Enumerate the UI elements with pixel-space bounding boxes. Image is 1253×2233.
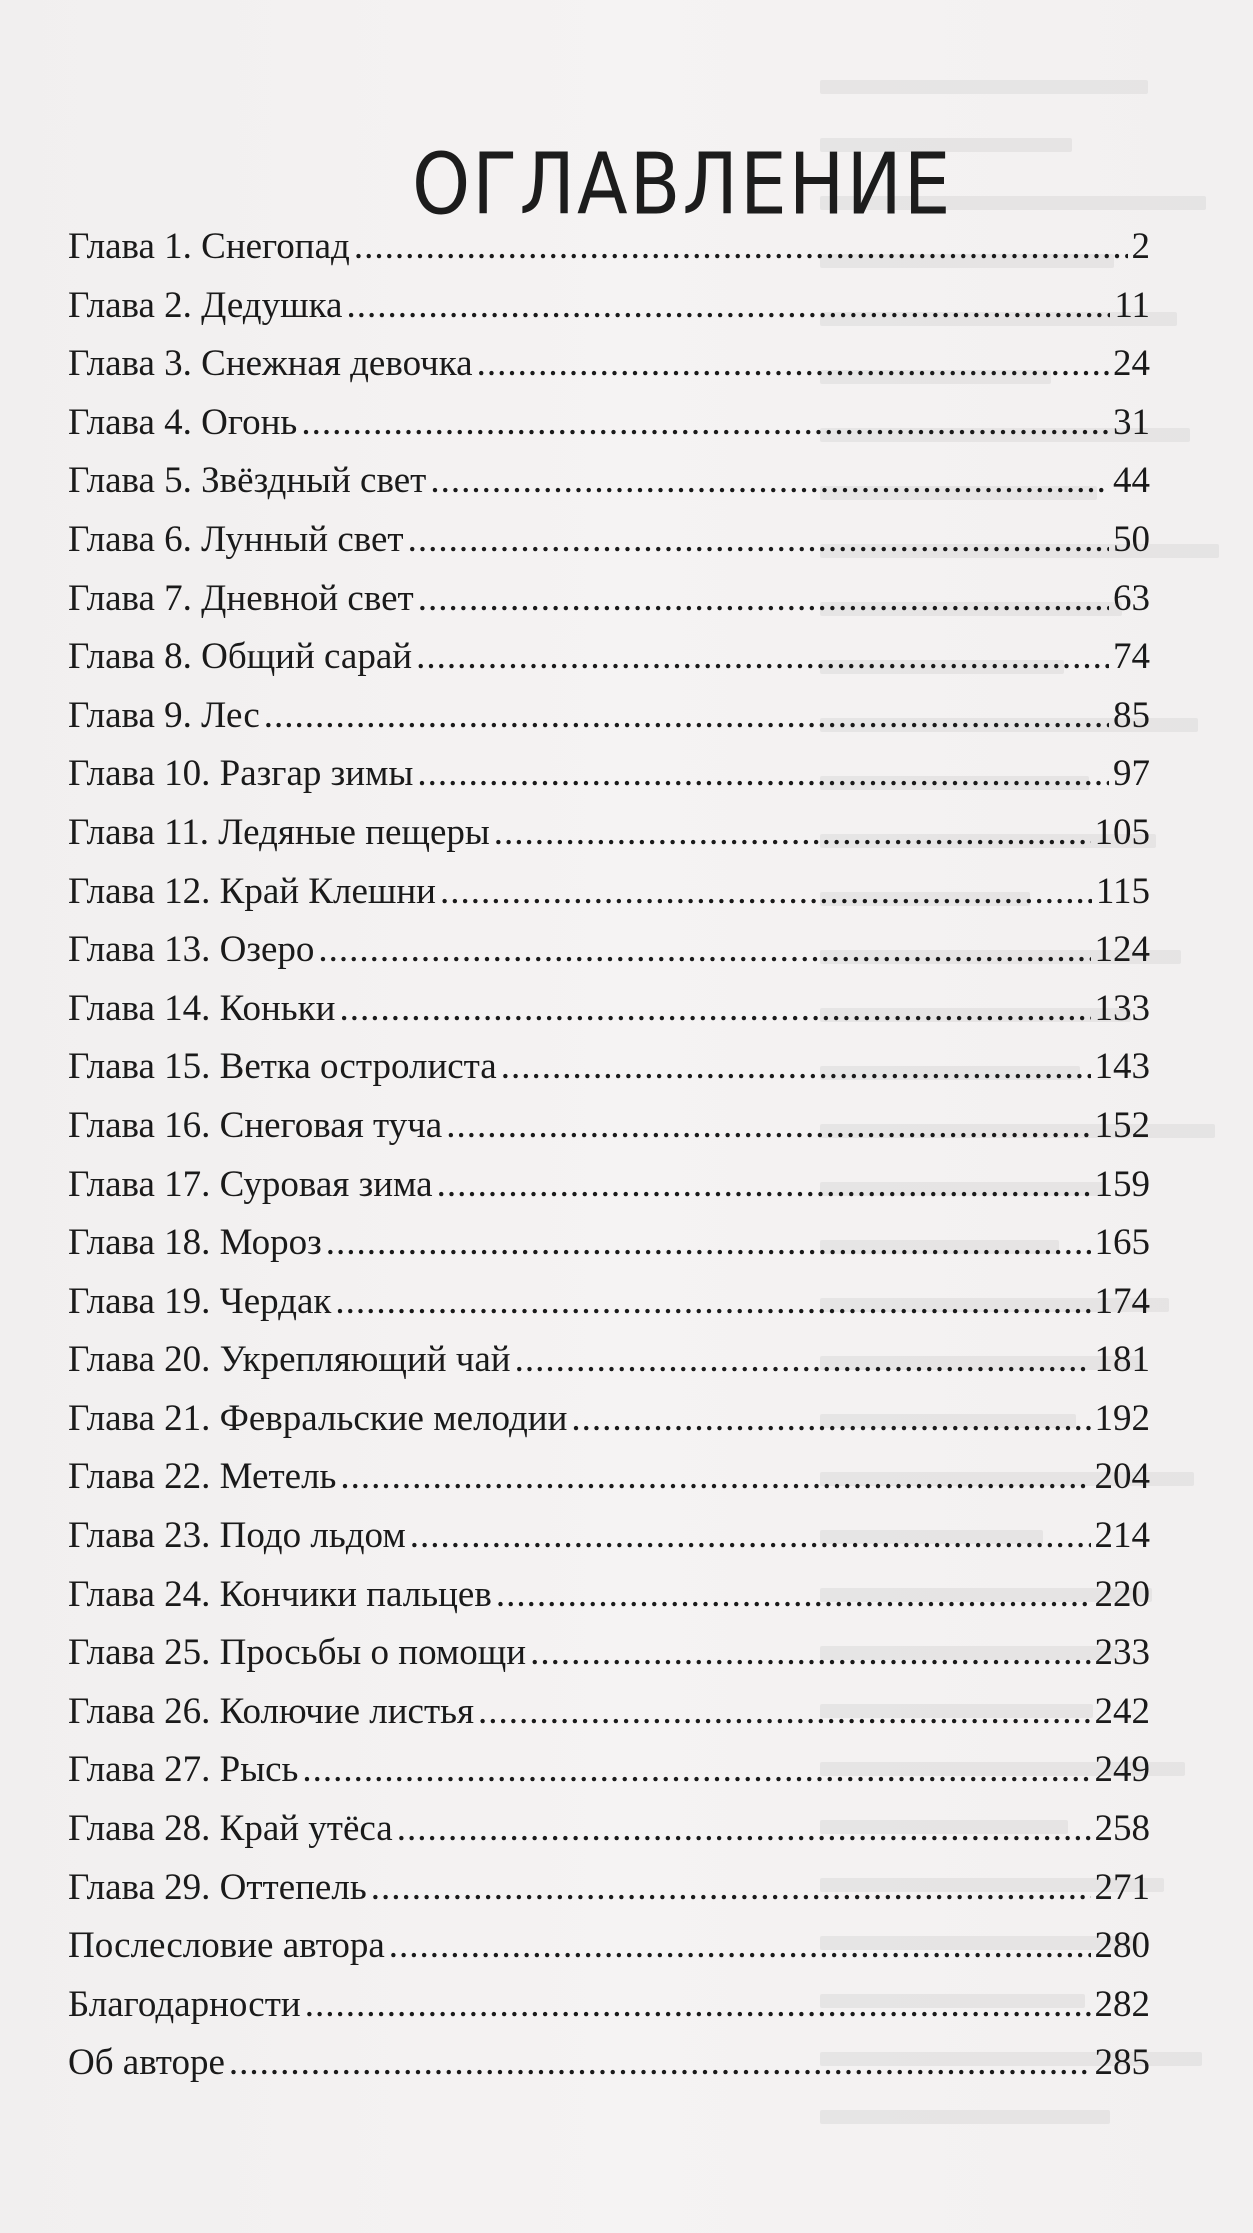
toc-entry-page-number: 233 [1094,1632,1150,1674]
toc-entry-label: Глава 24. Кончики пальцев [68,1573,492,1615]
dot-leader [446,1097,1090,1156]
dot-leader [417,745,1109,804]
toc-entry-label: Глава 4. Огонь [68,401,298,443]
toc-entry[interactable] [68,277,1150,336]
toc-entry-label: Глава 12. Край Клешни [68,870,436,912]
toc-entry-label: Глава 6. Лунный свет [68,518,404,560]
toc-entry-page-number: 159 [1094,1163,1150,1205]
toc-entry[interactable] [68,1741,1150,1800]
toc-entry[interactable] [68,1917,1150,1976]
dot-leader [416,628,1109,687]
toc-entry[interactable] [68,1507,1150,1566]
toc-entry-label: Глава 5. Звёздный свет [68,460,427,502]
toc-entry-page-number: 152 [1094,1104,1150,1146]
toc-entry-page-number: 63 [1113,577,1150,619]
toc-entry[interactable] [68,218,1150,277]
toc-entry[interactable] [68,1214,1150,1273]
toc-entry-label: Глава 25. Просьбы о помощи [68,1632,527,1674]
toc-entry-label: Глава 8. Общий сарай [68,636,413,678]
toc-entry-page-number: 105 [1094,811,1150,853]
toc-entry-page-number: 282 [1094,1983,1150,2025]
dot-leader [340,1448,1090,1507]
dot-leader [430,452,1109,511]
toc-entry-page-number: 214 [1094,1515,1150,1557]
toc-entry-label: Глава 29. Оттепель [68,1866,367,1908]
toc-entry-page-number: 97 [1113,753,1150,795]
toc-entry-label: Глава 15. Ветка остролиста [68,1046,497,1088]
toc-entry-page-number: 242 [1094,1690,1150,1732]
toc-entry-page-number: 285 [1094,2042,1150,2084]
page-title: ОГЛАВЛЕНИЕ [412,134,953,234]
toc-entry[interactable] [68,804,1150,863]
toc-entry[interactable] [68,335,1150,394]
toc-entry[interactable] [68,863,1150,922]
toc-entry-label: Глава 9. Лес [68,694,260,736]
toc-entry-label: Глава 28. Край утёса [68,1808,393,1850]
toc-entry-label: Глава 20. Укрепляющий чай [68,1339,511,1381]
toc-entry-label: Глава 7. Дневной свет [68,577,414,619]
toc-entry[interactable] [68,980,1150,1039]
toc-entry-page-number: 220 [1094,1573,1150,1615]
dot-leader [354,218,1128,277]
toc-entry-page-number: 50 [1113,518,1150,560]
toc-entry[interactable] [68,1156,1150,1215]
dot-leader [339,980,1090,1039]
dot-leader [408,511,1109,570]
toc-entry[interactable] [68,687,1150,746]
toc-entry-label: Глава 23. Подо льдом [68,1515,406,1557]
toc-entry[interactable] [68,1390,1150,1449]
toc-entry[interactable] [68,1566,1150,1625]
toc-entry-label: Глава 3. Снежная девочка [68,343,473,385]
dot-leader [264,687,1109,746]
dot-leader [346,277,1110,336]
toc-entry[interactable] [68,1273,1150,1332]
toc-entry-label: Послесловие автора [68,1925,385,1967]
toc-entry-page-number: 74 [1113,636,1150,678]
toc-entry-label: Глава 11. Ледяные пещеры [68,811,490,853]
dot-leader [318,921,1090,980]
toc-entry-page-number: 181 [1094,1339,1150,1381]
dot-leader [501,1038,1091,1097]
toc-entry-label: Глава 16. Снеговая туча [68,1104,443,1146]
toc-entry-page-number: 124 [1094,929,1150,971]
toc-entry[interactable] [68,1976,1150,2035]
dot-leader [229,2034,1091,2093]
dot-leader [496,1566,1091,1625]
dot-leader [302,1741,1090,1800]
toc-entry-page-number: 11 [1114,284,1150,326]
toc-entry[interactable] [68,452,1150,511]
toc-entry-label: Глава 13. Озеро [68,929,315,971]
toc-entry-label: Глава 14. Коньки [68,987,336,1029]
show-through-line [820,2110,1110,2124]
toc-entry-page-number: 280 [1094,1925,1150,1967]
dot-leader [515,1331,1091,1390]
toc-entry-label: Глава 17. Суровая зима [68,1163,433,1205]
dot-leader [305,1976,1091,2035]
toc-entry-label: Глава 27. Рысь [68,1749,299,1791]
toc-entry[interactable] [68,394,1150,453]
toc-entry-page-number: 249 [1094,1749,1150,1791]
dot-leader [410,1507,1091,1566]
toc-entry-page-number: 204 [1094,1456,1150,1498]
dot-leader [326,1214,1091,1273]
dot-leader [530,1624,1090,1683]
toc-entry[interactable] [68,2034,1150,2093]
toc-entry-label: Глава 19. Чердак [68,1280,332,1322]
toc-entry-page-number: 143 [1094,1046,1150,1088]
dot-leader [397,1800,1091,1859]
show-through-line [820,80,1148,94]
toc-entry-label: Глава 22. Метель [68,1456,337,1498]
toc-entry[interactable] [68,511,1150,570]
table-of-contents [68,218,1150,2093]
toc-entry-page-number: 174 [1094,1280,1150,1322]
toc-entry[interactable] [68,745,1150,804]
toc-entry-label: Глава 18. Мороз [68,1222,322,1264]
toc-entry-page-number: 271 [1094,1866,1150,1908]
dot-leader [437,1156,1091,1215]
dot-leader [477,335,1109,394]
toc-entry[interactable] [68,628,1150,687]
dot-leader [418,570,1109,629]
toc-entry-page-number: 115 [1095,870,1150,912]
toc-entry-label: Об авторе [68,2042,225,2084]
toc-entry-page-number: 258 [1094,1808,1150,1850]
toc-entry-label: Глава 26. Колючие листья [68,1690,475,1732]
dot-leader [301,394,1109,453]
dot-leader [494,804,1091,863]
toc-entry[interactable] [68,1800,1150,1859]
dot-leader [478,1683,1090,1742]
toc-entry-label: Глава 21. Февральские мелодии [68,1397,568,1439]
dot-leader [371,1859,1091,1918]
toc-entry-page-number: 44 [1113,460,1150,502]
toc-entry[interactable] [68,921,1150,980]
toc-entry[interactable] [68,1331,1150,1390]
toc-entry-page-number: 24 [1113,343,1150,385]
toc-entry-label: Глава 10. Разгар зимы [68,753,414,795]
toc-entry-label: Глава 1. Снегопад [68,226,350,267]
toc-entry-page-number: 85 [1113,694,1150,736]
toc-entry-label: Глава 2. Дедушка [68,284,343,326]
toc-entry-page-number: 192 [1094,1397,1150,1439]
toc-entry[interactable] [68,1038,1150,1097]
toc-entry-page-number: 31 [1113,401,1150,443]
toc-entry[interactable] [68,1624,1150,1683]
toc-entry[interactable] [68,1859,1150,1918]
toc-entry-page-number: 165 [1094,1222,1150,1264]
dot-leader [389,1917,1091,1976]
toc-entry[interactable] [68,1448,1150,1507]
toc-entry[interactable] [68,1683,1150,1742]
dot-leader [440,863,1092,922]
toc-entry-page-number: 2 [1131,226,1150,267]
toc-entry[interactable] [68,570,1150,629]
toc-entry-label: Благодарности [68,1983,301,2025]
toc-entry-page-number: 133 [1094,987,1150,1029]
dot-leader [571,1390,1090,1449]
dot-leader [335,1273,1090,1332]
toc-entry[interactable] [68,1097,1150,1156]
